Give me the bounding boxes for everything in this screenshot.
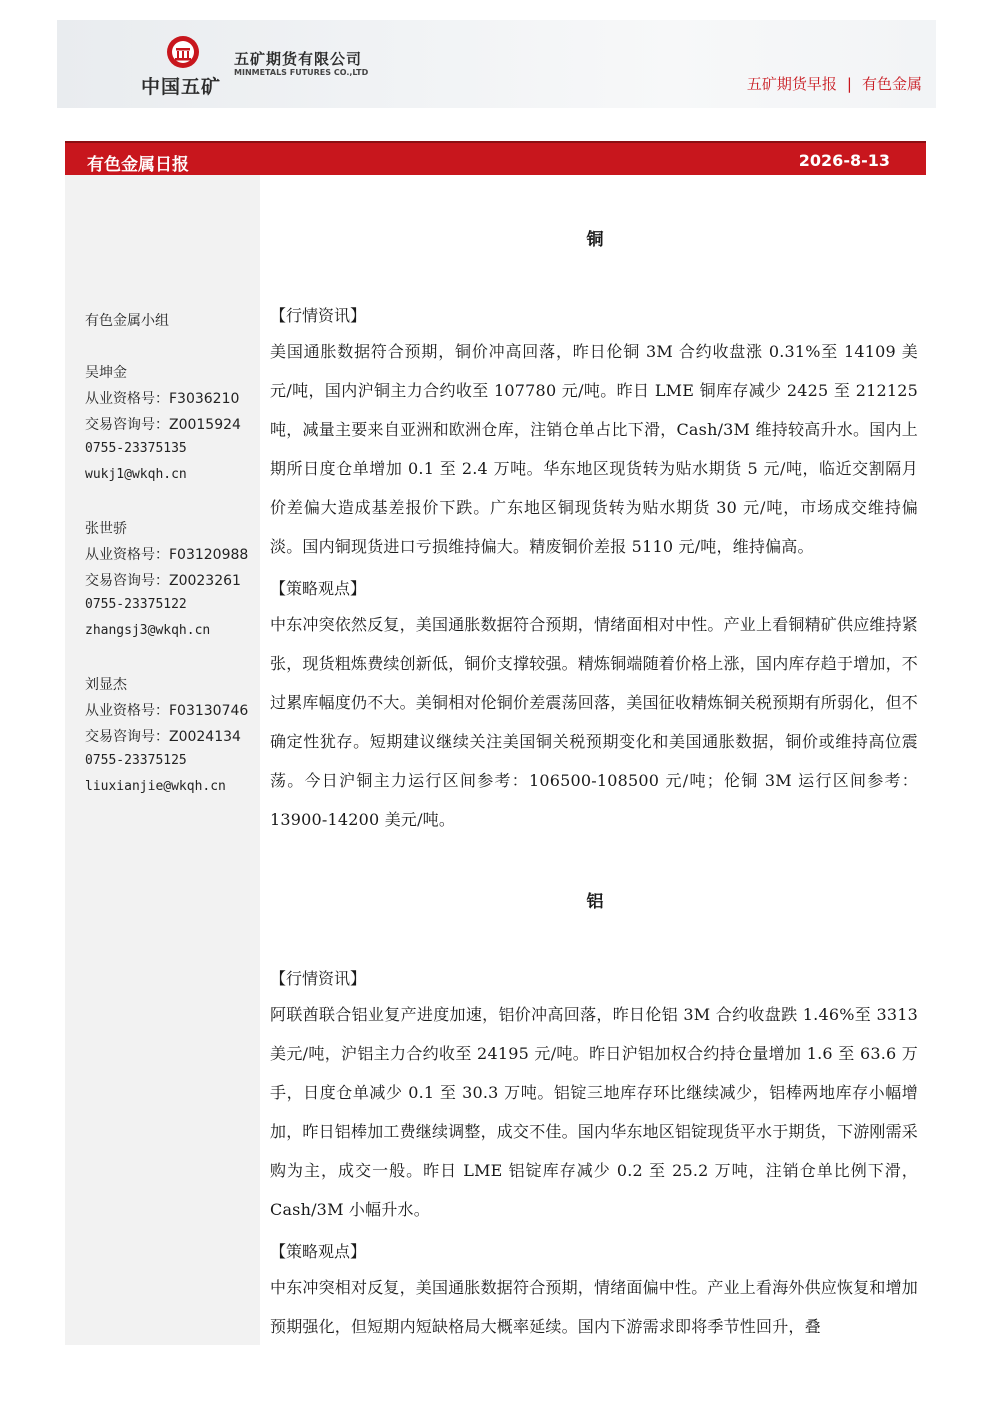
copper-strategy-label: 【策略观点】 xyxy=(270,579,367,598)
report-date: 2026-8-13 xyxy=(798,151,890,170)
company-name-en: MINMETALS FUTURES CO.,LTD xyxy=(234,68,369,77)
copper-strategy-text: 中东冲突依然反复，美国通胀数据符合预期，情绪面相对中性。产业上看铜精矿供应维持紧张，现货粗炼费续创新低，铜价支撑较强。精炼铜端随着价格上涨，国内库存趋于增加，不过累库幅度仍不大。美铜相对伦铜价差震荡回落，美国征收精炼铜关税预期有所弱化，但不确定性犹存。短期建议继续关注美国铜关税预期变化和美国通胀数据，铜价或维持高位震荡。今日沪铜主力运行区间参考：106500-108500 元/吨；伦铜 3M 运行区间参考：13900-14200 美元/吨。 xyxy=(270,615,919,829)
analyst-qualification: 从业资格号：F03120988 xyxy=(85,547,249,563)
analyst-name: 吴坤金 xyxy=(85,365,127,381)
copper-news-label: 【行情资讯】 xyxy=(270,306,367,325)
analyst-qualification: 从业资格号：F3036210 xyxy=(85,391,240,407)
aluminum-section-title: 铝 xyxy=(586,892,604,912)
analyst-qualification: 从业资格号：F03130746 xyxy=(85,703,249,719)
report-title: 有色金属日报 xyxy=(87,155,189,175)
analyst-phone: 0755-23375135 xyxy=(85,441,187,456)
aluminum-strategy-text: 中东冲突相对反复，美国通胀数据符合预期，情绪面偏中性。产业上看海外供应恢复和增加预期强化，但短期内短缺格局大概率延续。国内下游需求即将季节性回升，叠 xyxy=(270,1278,919,1336)
analyst-name: 刘显杰 xyxy=(85,677,127,693)
analyst-email[interactable]: zhangsj3@wkqh.cn xyxy=(85,623,211,638)
header-report-label xyxy=(747,73,922,94)
title-bar xyxy=(65,141,926,175)
copper-news-text: 美国通胀数据符合预期，铜价冲高回落，昨日伦铜 3M 合约收盘涨 0.31%至 14109 美元/吨，国内沪铜主力合约收至 107780 元/吨。昨日 LME 铜库存减少 2425 至 212125 吨，减量主要来自亚洲和欧洲仓库，注销仓单占比下滑，Cash/3M 维持较高升水。国内上期所日度仓单增加 0.1 至 2.4 万吨。华东地区现货转为贴水期货 5 元/吨，临近交割隔月价差偏大造成基差报价下跌。广东地区铜现货转为贴水期货 30 元/吨，市场成交维持偏淡。国内铜现货进口亏损维持偏大。精废铜价差报 5110 元/吨，维持偏高。 xyxy=(270,342,918,556)
analyst-consulting-id: 交易咨询号：Z0015924 xyxy=(85,417,241,433)
logo-text: 中国五矿 xyxy=(141,76,222,98)
report-type: 五矿期货早报 xyxy=(746,75,837,93)
analyst-consulting-id: 交易咨询号：Z0024134 xyxy=(85,729,241,745)
analyst-phone: 0755-23375122 xyxy=(85,597,187,612)
analyst-consulting-id: 交易咨询号：Z0023261 xyxy=(85,573,241,589)
header-separator: | xyxy=(846,75,852,93)
analyst-name: 张世骄 xyxy=(85,521,127,537)
minmetals-logo-icon xyxy=(165,34,201,70)
analyst-email[interactable]: liuxianjie@wkqh.cn xyxy=(85,779,226,794)
aluminum-news-label: 【行情资讯】 xyxy=(270,969,367,988)
aluminum-news-text: 阿联酋联合铝业复产进度加速，铝价冲高回落，昨日伦铝 3M 合约收盘跌 1.46%至 3313 美元/吨，沪铝主力合约收至 24195 元/吨。昨日沪铝加权合约持仓量增加 1.6 至 63.6 万手，日度仓单减少 0.1 至 30.3 万吨。铝锭三地库存环比继续减少，铝棒两地库存小幅增加，昨日铝棒加工费继续调整，成交不佳。国内华东地区铝锭现货平水于期货，下游刚需采购为主，成交一般。昨日 LME 铝锭库存减少 0.2 至 25.2 万吨，注销仓单比例下滑，Cash/3M 小幅升水。 xyxy=(270,1005,919,1219)
copper-section-title: 铜 xyxy=(586,230,604,250)
report-header xyxy=(57,20,936,108)
company-name-cn: 五矿期货有限公司 xyxy=(234,50,363,68)
analyst-sidebar xyxy=(65,175,260,1345)
analyst-phone: 0755-23375125 xyxy=(85,753,187,768)
report-category: 有色金属 xyxy=(861,75,922,93)
analyst-email[interactable]: wukj1@wkqh.cn xyxy=(85,467,187,482)
aluminum-strategy-label: 【策略观点】 xyxy=(270,1242,367,1261)
group-name: 有色金属小组 xyxy=(85,313,169,329)
